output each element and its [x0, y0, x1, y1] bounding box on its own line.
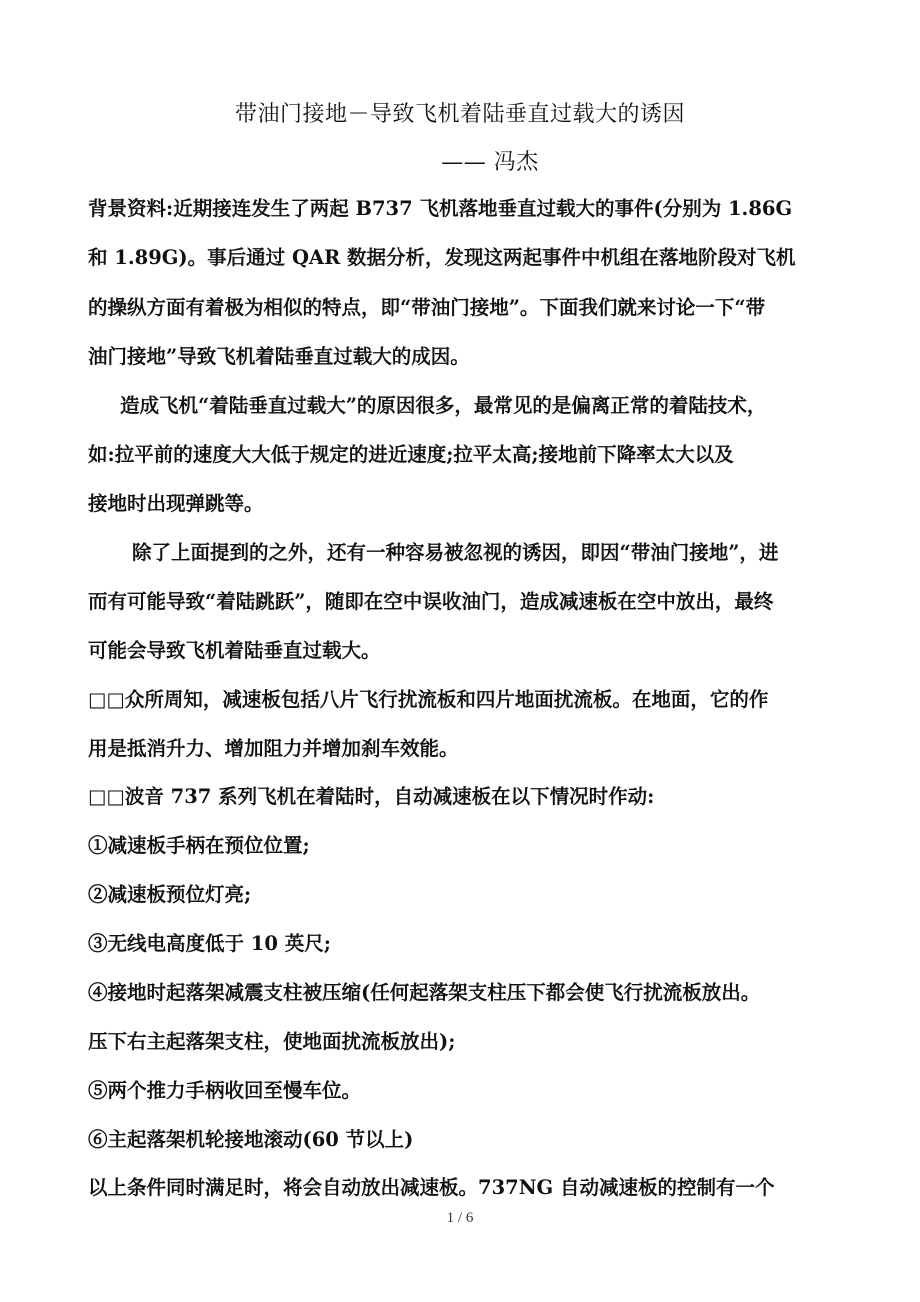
- page-number: 1 / 6: [446, 1210, 474, 1226]
- paragraph-line: 用是抵消升力、增加阻力并增加刹车效能。: [88, 737, 459, 760]
- paragraph-line: 油门接地”导致飞机着陆垂直过载大的成因。: [88, 345, 470, 368]
- document-author: —— 冯杰: [441, 150, 539, 175]
- paragraph-line: 除了上面提到的之外，还有一种容易被忽视的诱因，即因“带油门接地”，进: [132, 541, 779, 564]
- paragraph-line: □□波音 737 系列飞机在着陆时，自动减速板在以下情况时作动:: [88, 785, 655, 808]
- list-item: ①减速板手柄在预位位置;: [88, 834, 310, 857]
- list-item: ③无线电高度低于 10 英尺;: [88, 932, 331, 955]
- paragraph-line: 接地时出现弹跳等。: [88, 492, 264, 515]
- list-item: ⑥主起落架机轮接地滚动(60 节以上): [88, 1128, 414, 1151]
- paragraph-line: 背景资料:近期接连发生了两起 B737 飞机落地垂直过载大的事件(分别为 1.86G: [88, 197, 793, 220]
- paragraph-line: 造成飞机“着陆垂直过载大”的原因很多，最常见的是偏离正常的着陆技术，: [120, 394, 767, 417]
- paragraph-line: □□众所周知，减速板包括八片飞行扰流板和四片地面扰流板。在地面，它的作: [88, 688, 769, 711]
- list-item: ②减速板预位灯亮;: [88, 883, 252, 906]
- list-item: ④接地时起落架减震支柱被压缩(任何起落架支柱压下都会使飞行扰流板放出。: [88, 981, 761, 1004]
- list-item: ⑤两个推力手柄收回至慢车位。: [88, 1079, 362, 1102]
- paragraph-line: 和 1.89G)。事后通过 QAR 数据分析，发现这两起事件中机组在落地阶段对飞机: [88, 246, 796, 269]
- list-item: 压下右主起落架支柱，使地面扰流板放出);: [88, 1030, 456, 1053]
- paragraph-line: 以上条件同时满足时，将会自动放出减速板。737NG 自动减速板的控制有一个: [88, 1176, 775, 1199]
- paragraph-line: 可能会导致飞机着陆垂直过载大。: [88, 639, 381, 662]
- paragraph-line: 而有可能导致“着陆跳跃”，随即在空中误收油门，造成减速板在空中放出，最终: [88, 590, 774, 613]
- paragraph-line: 的操纵方面有着极为相似的特点，即“带油门接地”。下面我们就来讨论一下“带: [88, 296, 766, 319]
- document-title: 带油门接地－导致飞机着陆垂直过载大的诱因: [234, 102, 685, 127]
- paragraph-line: 如:拉平前的速度大大低于规定的进近速度;拉平太高;接地前下降率太大以及: [88, 443, 734, 466]
